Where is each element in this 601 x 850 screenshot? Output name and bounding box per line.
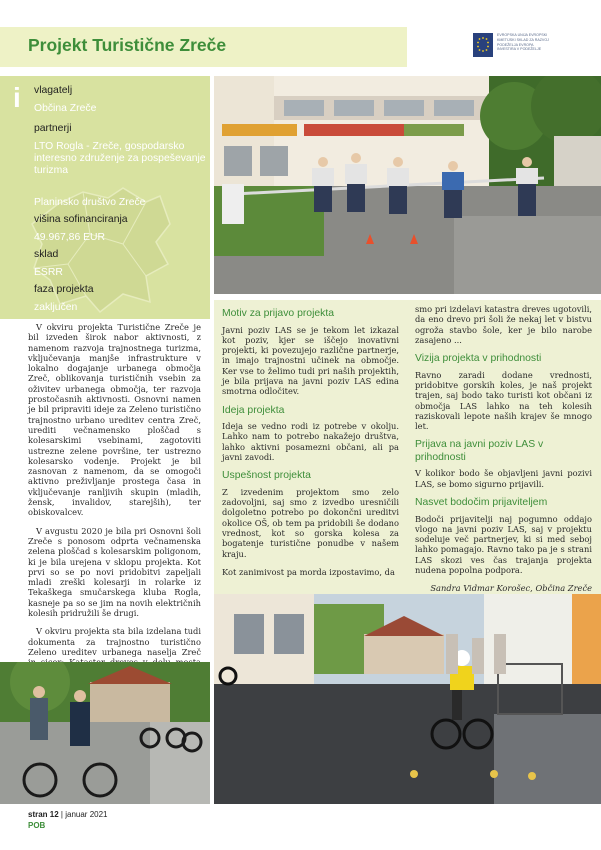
author-signature: Sandra Vidmar Korošec, Občina Zreče xyxy=(430,583,592,594)
section-text: Z izvedenim projektom smo zelo zadovoljni, saj smo z izvedbo uresničili dolgoletno potrebo po dokončni ureditvi okolice OŠ, ob tem pa pridobili še dodano vrednost, kot so gorska kolesa za bogatenje turistične ponudbe v našem kraju. xyxy=(222,486,399,559)
section-text: Javni poziv LAS se je tekom let izkazal kot poziv, kjer se iščejo inovativni projekti, ki povezujejo različne partnerje, in imajo trajnostni učinek na območje. Ker vse to želimo tudi pri naših projektih, je bila prijava na javni poziv LAS edina smotrna odločitev. xyxy=(222,324,399,397)
info-value-cofinancing: 49.967,86 EUR xyxy=(34,232,106,243)
eu-flag-icon xyxy=(473,33,493,57)
section-heading: Motiv za prijavo projekta xyxy=(222,308,335,319)
cyclists-photo xyxy=(0,662,210,804)
project-info-panel xyxy=(0,76,210,319)
page-footer xyxy=(28,810,108,820)
page-title: Projekt Turistične Zreče xyxy=(28,35,227,55)
footer-separator: | xyxy=(60,810,63,819)
section-text: Bodoči prijavitelji naj pogumno oddajo vlogo na javni poziv LAS, saj v projektu sodeluje več partnerjev, ki si med seboj lahko pomagajo. Ravno tako pa je s strani LAS skozi ves čas trajanja projekta nudena popolna podpora. xyxy=(415,513,592,576)
section-text: Ravno zaradi dodane vrednosti, pridobitve gorskih koles, je naš projekt trajen, saj bodo tako turisti kot občani iz območja LAS lahko na teh kolesih raziskovali lepote naših krajev še mnogo let. xyxy=(415,369,592,432)
section-heading: Prijava na javni poziv LAS v prihodnosti xyxy=(415,439,544,463)
info-value-partners: LTO Rogla - Zreče, gospodarsko interesno združenje za pospeševanje turizma xyxy=(34,141,206,176)
info-label-applicant: vlagatelj xyxy=(34,85,73,96)
info-icon: i xyxy=(13,82,21,113)
publication-brand: POB xyxy=(28,821,46,830)
info-value-partner-2: Planinsko društvo Zreče xyxy=(34,197,146,208)
info-label-phase: faza projekta xyxy=(34,284,94,295)
section-text: smo pri izdelavi katastra dreves ugotovili, da eno drevo pri šoli že nekaj let v bistvu ogroža stavbo šole, ker je bilo narobe zasajeno ... xyxy=(415,304,592,345)
eu-logo-text: EVROPSKA UNIJA EVROPSKI KMETIJSKI SKLAD ZA RAZVOJ PODEŽELJA EVROPA INVESTIRA V PODEŽELJE xyxy=(497,33,549,52)
section-heading: Nasvet bodočim prijaviteljem xyxy=(415,497,548,509)
section-text: Kot zanimivost pa morda izpostavimo, da xyxy=(222,566,395,577)
info-label-cofinancing: višina sofinanciranja xyxy=(34,214,128,225)
left-column-text xyxy=(28,322,201,706)
ribbon-cutting-photo xyxy=(214,76,601,294)
section-text: V kolikor bodo še objavljeni javni pozivi LAS, se bomo sigurno prijavili. xyxy=(415,468,592,489)
info-label-partners: partnerji xyxy=(34,123,72,134)
paragraph: V okviru projekta Turistične Zreče je bil izveden širok nabor aktivnosti, z namenom razvoja trajnostnega turizma, vključevanja manjše infrastrukture v lokalno dogajanje urbanega območja Zreč, oblikovanja turističnih vsebin za oživitev urbanega območja, ter razvoja prostočasnih aktivnosti. Osnovni namen je bil pripraviti ideje za Zeleno turistično trajnostno urbano ureditev centra Zreč, urediti večnamensko ploščad s kolesarskimi vsebinami, zagotoviti ustrezne zelene površine, ter ustrezno kolesarsko vodenje. Projekt je bil zasnovan z namenom, da se omogoči aktivno preživljanje prostega časa in vključevanje ranljivih skupin (mladih, žensk, invalidov, starejših), ter obiskovalcev. xyxy=(28,322,201,518)
section-heading: Vizija projekta v prihodnosti xyxy=(415,353,542,365)
section-heading: Ideja projekta xyxy=(222,404,285,416)
interview-column-1 xyxy=(222,308,399,585)
section-heading: Uspešnost projekta xyxy=(222,470,311,482)
eu-logo xyxy=(473,31,553,61)
page-number: stran 12 xyxy=(28,810,59,819)
interview-column-2 xyxy=(415,304,592,602)
title-band xyxy=(0,27,407,67)
bike-polygon-photo xyxy=(214,594,601,804)
issue-date: januar 2021 xyxy=(65,810,108,819)
info-value-applicant: Občina Zreče xyxy=(34,103,97,114)
paragraph: V avgustu 2020 je bila pri Osnovni šoli Zreče s ponosom odprta večnamenska zelena ploščad s kolesarskim poligonom, ki je bila urejena v sklopu projekta. Kot prvi so se po novi pridobitvi zapeljali mladi zreški kolesarji in rolarke iz Tekaškega smučarskega kluba Rogla, kasneje pa so se jim na novih električnih kolesih pridružili še drugi. xyxy=(28,525,201,619)
info-label-fund: sklad xyxy=(34,249,59,260)
interview-box xyxy=(214,300,601,594)
info-value-phase: zaključen xyxy=(34,302,78,313)
info-value-fund: ESRR xyxy=(34,267,63,278)
paragraph: V okviru projekta sta bila izdelana tudi dokumenta za trajnostno turistično Zeleno ureditev urbanega naselja Zreč xyxy=(28,626,201,657)
section-text: Ideja se vedno rodi iz potrebe v okolju. Lahko nam to potrebo nakažejo društva, lahko aktivni posamezni občani, ali pa javni zavodi. xyxy=(222,421,399,462)
